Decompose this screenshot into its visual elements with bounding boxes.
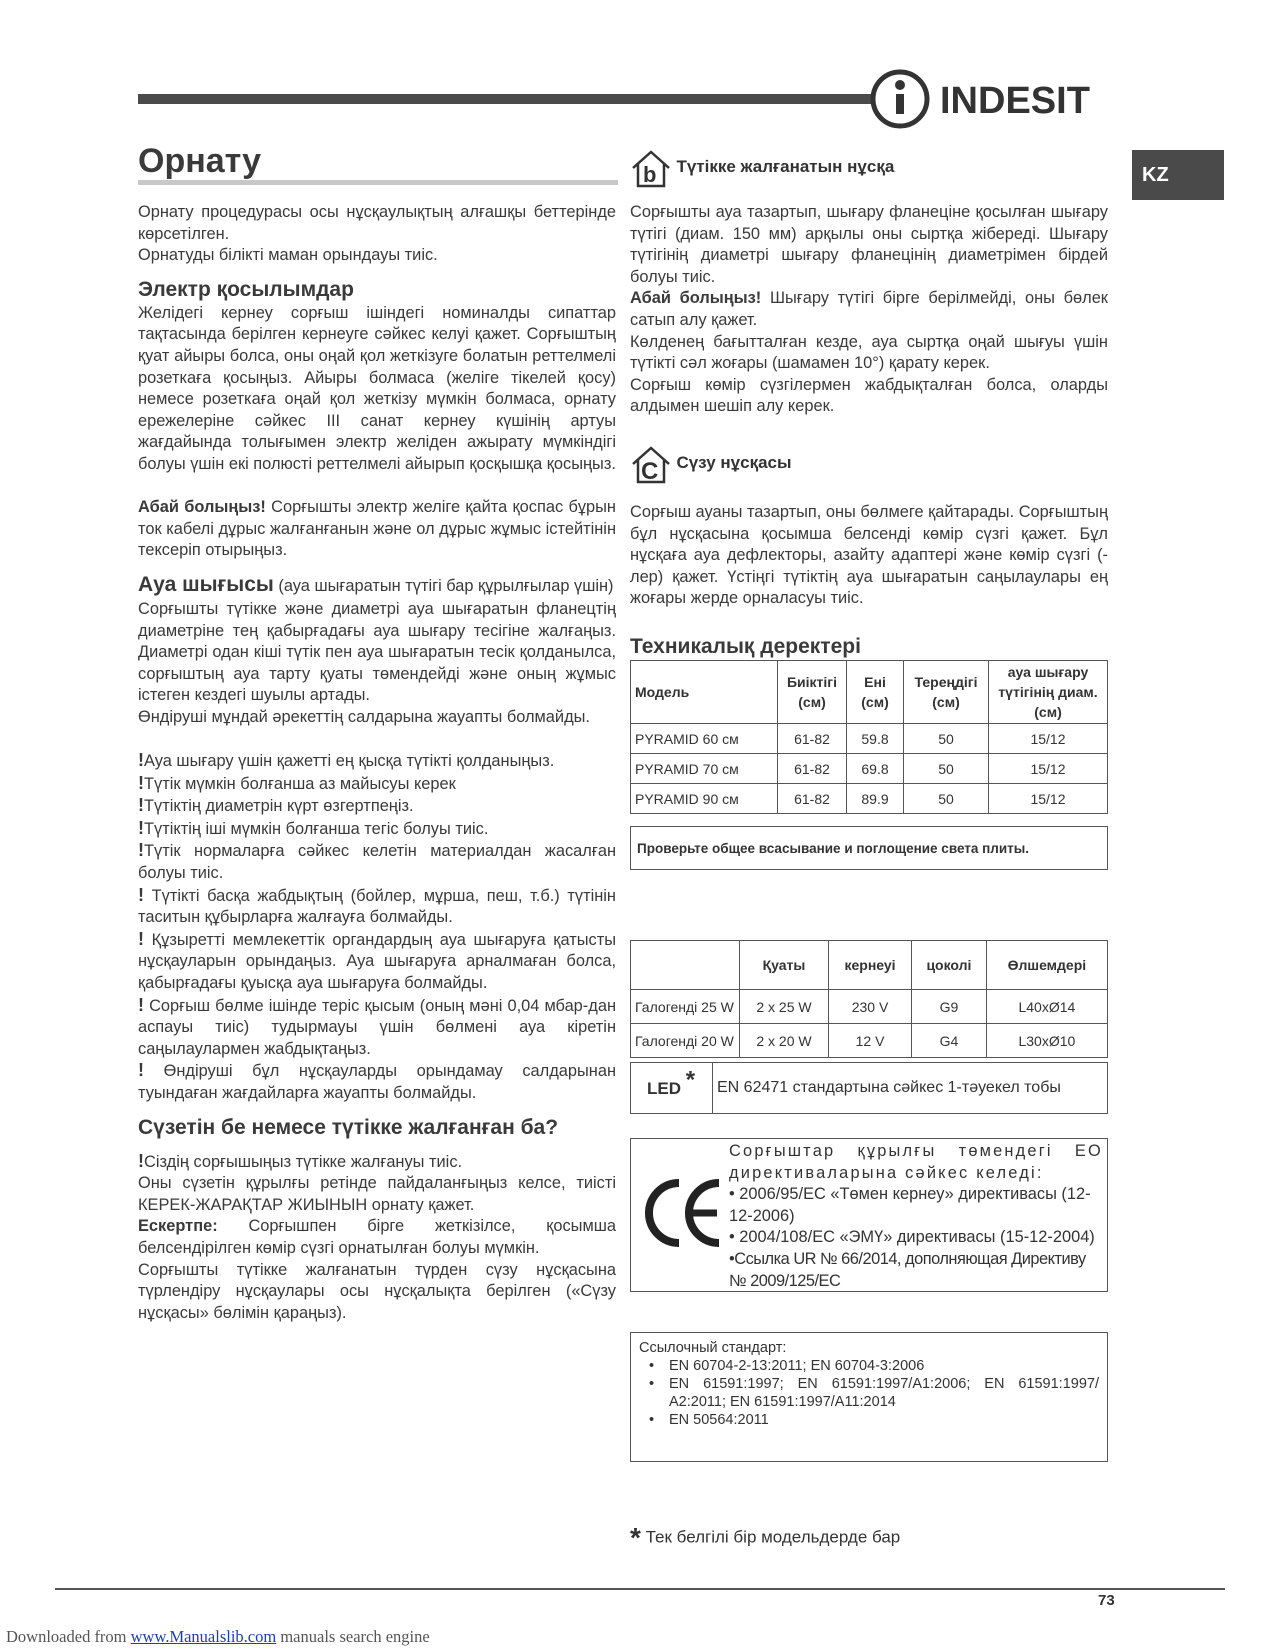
note-text: Түтіктің іші мүмкін болғанша тегіс болуы тиіс. — [144, 819, 489, 838]
exhaust-subtitle: (ауа шығаратын түтігі бар құрылғылар үшін) — [273, 576, 614, 595]
duct-body: Сорғышты ауа тазартып, шығару фланеціне қосылған шығару түтігі (диам. 150 мм) арқылы оны сыртқа жібереді. Шығару түтігінің диаметрі шығару фланецінің диаметрімен бірдей болуы тиіс. — [630, 203, 1108, 286]
table-cell: 59.8 — [847, 724, 904, 754]
table-cell: Галогенді 25 W — [631, 990, 740, 1024]
exhaust-body: Сорғышты түтікке және диаметрі ауа шығаратын фланецтің диаметріне тең қабырғадағы ауа шығару тесігіне жалғаңыз. Диаметрі одан кіші түтік пен ауа шығаратын тесік қолданылса, сорғыштың ауа тарту қуаты төмендейді және оның жұмыс істеген кездегі шуылы артады. — [138, 599, 616, 705]
warning-label: Абай болыңыз! — [630, 289, 762, 308]
filter-question-heading: Сүзетін бе немесе түтікке жалғанған ба? — [138, 1115, 559, 1139]
asterisk: * — [685, 1066, 696, 1094]
download-footer — [6, 1627, 430, 1647]
note-text: Өндіруші бұл нұсқауларды орындамау салдарынан туындаған жағдайларға жауапты болмайды. — [138, 1062, 616, 1102]
table-cell: PYRAMID 90 см — [631, 784, 778, 814]
list-item: • EN 61591:1997; EN 61591:1997/A1:2006; EN 61591:1997/ A2:2011; EN 61591:1997/A11:2014 — [639, 1375, 1099, 1411]
note-item — [138, 818, 616, 841]
list-item: • EN 60704-2-13:2011; EN 60704-3:2006 — [639, 1357, 1099, 1375]
language-tab: KZ — [1132, 150, 1224, 200]
note-text: Түтікті басқа жабдықтың (бойлер, мұрша, пеш, т.б.) түтінін таситын құбырларға жалғауға болмайды. — [138, 886, 616, 927]
col-header: Модель — [631, 661, 778, 724]
ce-box — [630, 1138, 1108, 1292]
note-label: Ескертпе: — [138, 1217, 218, 1236]
filter-version-icon — [630, 444, 672, 484]
title-rule — [138, 180, 618, 185]
table-cell: 89.9 — [847, 784, 904, 814]
col-header — [631, 941, 740, 990]
filter-heading — [630, 444, 1110, 484]
table-cell: 12 V — [828, 1024, 911, 1058]
table-row — [631, 1024, 1108, 1058]
standards-title: Ссылочный стандарт: — [639, 1340, 787, 1356]
svg-text:b: b — [643, 162, 657, 187]
table-cell: 2 x 20 W — [740, 1024, 829, 1058]
table-cell: 61-82 — [778, 754, 847, 784]
page-number: 73 — [1098, 1592, 1115, 1609]
duct-section — [630, 202, 1108, 418]
duct-warning — [630, 288, 1108, 331]
ducted-version-icon — [630, 148, 672, 188]
left-column — [138, 202, 616, 1324]
table-cell: 61-82 — [778, 724, 847, 754]
table-row — [631, 724, 1108, 754]
exclamation-icon: ! — [138, 1060, 144, 1081]
tech-table — [630, 660, 1108, 814]
note-item — [138, 773, 616, 796]
table-cell: PYRAMID 60 см — [631, 724, 778, 754]
exclamation-icon: ! — [138, 1150, 144, 1171]
ce-text — [729, 1141, 1103, 1292]
col-header: Қуаты — [740, 941, 829, 990]
exclamation-icon: ! — [138, 772, 144, 793]
table-cell: L30xØ10 — [986, 1024, 1107, 1058]
intro-line-2: Орнатуды білікті маман орындауы тиіс. — [138, 246, 438, 265]
lamp-table — [630, 940, 1108, 1058]
table-cell: 15/12 — [989, 724, 1108, 754]
standards-list — [639, 1357, 1099, 1429]
electric-heading: Электр қосылымдар — [138, 277, 354, 301]
note-text: Құзыретті мемлекеттік органдардың ауа шығаруға қатысты нұсқауларын орындаңыз. Ауа шығаруға арналмаған болса, қабырғадағы қуысқа ауа шығаруға болмайды. — [138, 930, 616, 992]
led-label: LED — [647, 1079, 681, 1098]
note-text: Түтік нормаларға сәйкес келетін материалдан жасалған болуы тиіс. — [138, 842, 616, 883]
warning-text: Сорғышты электр желіге қайта қоспас бұрын ток кабелі дұрыс жалғанғанын және ол дұрыс жұмыс істейтінін тексеріп отырыңыз. — [138, 498, 616, 560]
duct-title: Түтікке жалғанатын нұсқа — [676, 157, 895, 177]
exhaust-disclaimer: Өндіруші мұндай әрекеттің салдарына жауапты болмайды. — [138, 707, 590, 726]
note-item — [138, 750, 616, 773]
table-cell: 15/12 — [989, 754, 1108, 784]
standards-box — [630, 1332, 1108, 1462]
filter-q-line-3: Сорғышты түтікке жалғанатын түрден сүзу нұсқасына түрлендіру нұсқаулары осы нұсқалықта берілген («Сүзу нұсқасы» бөлімін қараңыз). — [138, 1260, 616, 1322]
table-row — [631, 990, 1108, 1024]
col-header: Ені (см) — [847, 661, 904, 724]
filter-section — [630, 502, 1108, 610]
ce-mark-icon — [645, 1177, 725, 1249]
duct-body-3: Сорғыш көмір сүзгілермен жабдықталған болса, оларды алдымен шешіп алу керек. — [630, 375, 1108, 416]
note-item — [138, 995, 616, 1061]
svg-text:INDESIT: INDESIT — [940, 80, 1090, 122]
table-header-row — [631, 941, 1108, 990]
duct-body-2: Көлденең бағытталған кезде, ауа сыртқа оңай шығуы үшін түтікті сәл жоғары (шамамен 10°) қарату керек. — [630, 332, 1108, 373]
footnote-text: Тек белгілі бір модельдерде бар — [640, 1527, 901, 1547]
footer-rule — [55, 1588, 1225, 1590]
svg-text:C: C — [641, 458, 659, 484]
col-header: кернеуі — [828, 941, 911, 990]
note-text: Ауа шығару үшін қажетті ең қысқа түтікті қолданыңыз. — [144, 752, 555, 771]
note-text: Сорғыш бөлме ішінде теріс қысым (оның мәні 0,04 мбар-дан аспауы тиіс) тудырмауы үшін бөлмені ауа кіретін саңылаулармен жабдықтаңыз. — [138, 996, 616, 1058]
exclamation-icon: ! — [138, 928, 144, 949]
exclamation-icon: ! — [138, 817, 144, 838]
footer-tail: manuals search engine — [276, 1627, 430, 1646]
footnote — [630, 1522, 900, 1554]
note-text: Түтік мүмкін болғанша аз майысуы керек — [144, 774, 456, 793]
exhaust-title: Ауа шығысы — [138, 572, 274, 596]
filter-q-text: Сіздің сорғышыңыз түтікке жалғануы тиіс. — [144, 1152, 463, 1171]
note-item — [138, 840, 616, 884]
col-header: Тереңдігі (см) — [904, 661, 989, 724]
exclamation-icon: ! — [138, 750, 144, 771]
col-header: цоколі — [912, 941, 987, 990]
header-rule — [138, 94, 908, 104]
note-item — [138, 795, 616, 818]
filter-q-line-2: Оны сүзетін құрылғы ретінде пайдаланғыңыз келсе, тиісті КЕРЕК-ЖАРАҚТАР ЖИЫНЫН орнату қажет. — [138, 1174, 616, 1214]
table-cell: 50 — [904, 784, 989, 814]
indesit-logo — [870, 66, 1110, 132]
ce-line: • 2004/108/EC «ЭМҮ» директивасы (15-12-2004) — [729, 1228, 1095, 1247]
electric-warning — [138, 497, 616, 562]
table-cell: Галогенді 20 W — [631, 1024, 740, 1058]
ce-line: Сорғыштар құрылғы төмендегі ЕО директиваларына сәйкес келеді: — [729, 1142, 1103, 1182]
table-cell: 69.8 — [847, 754, 904, 784]
electric-body: Желідегі кернеу сорғыш ішіндегі номиналды сипаттар тақтасында берілген кернеуге сәйкес келуі қажет. Сорғыштың қуат айыры болса, оны оңай қол жеткізуге болатын реттелмелі розеткаға қосыңыз. Айыры болмаса (желіге тікелей қосу) немесе розеткаға оңай қол жеткізу мүмкін болмаса, орнату ережелеріне сәйкес III санат кернеу күшінің артуы жағдайында толығымен электр желіден ажырату мүмкіндігі болуы үшін екі полюсті реттелмелі айырып қосқышқа қосыңыз. — [138, 303, 616, 473]
check-note: Проверьте общее всасывание и поглощение света плиты. — [630, 826, 1108, 870]
table-cell: G9 — [912, 990, 987, 1024]
table-cell: L40xØ14 — [986, 990, 1107, 1024]
table-cell: 230 V — [828, 990, 911, 1024]
led-label-cell — [631, 1063, 713, 1113]
col-header: Өлшемдері — [986, 941, 1107, 990]
table-row — [631, 784, 1108, 814]
note-item — [138, 885, 616, 929]
note-text: Түтіктің диаметрін күрт өзгертпеңіз. — [144, 797, 414, 816]
exhaust-heading — [138, 572, 616, 599]
filter-q-note — [138, 1216, 616, 1259]
ce-line: • 2006/95/EC «Төмен кернеу» директивасы (12-12-2006) — [729, 1185, 1091, 1225]
exclamation-icon: ! — [138, 994, 144, 1015]
table-cell: G4 — [912, 1024, 987, 1058]
filter-title: Сүзу нұсқасы — [676, 453, 792, 473]
filter-q-line-1 — [138, 1151, 616, 1174]
note-item — [138, 1060, 616, 1104]
exclamation-icon: ! — [138, 884, 144, 905]
footer-text: Downloaded from — [6, 1627, 131, 1646]
exclamation-icon: ! — [138, 795, 144, 816]
table-cell: PYRAMID 70 см — [631, 754, 778, 784]
intro-line-1: Орнату процедурасы осы нұсқаулықтың алғашқы беттерінде көрсетілген. — [138, 203, 616, 243]
warning-text: Шығару түтігі бірге берілмейді, оны бөлек сатып алу қажет. — [630, 289, 1108, 329]
duct-heading — [630, 148, 1110, 188]
table-cell: 50 — [904, 724, 989, 754]
tech-heading: Техникалық деректері — [630, 635, 861, 658]
table-cell: 50 — [904, 754, 989, 784]
page-title: Орнату — [138, 142, 262, 180]
col-header: ауа шығару түтігінің диам. (см) — [989, 661, 1108, 724]
note-text: Сорғышпен бірге жеткізілсе, қосымша белсендірілген көмір сүзгі орнатылған болуы мүмкін. — [138, 1217, 616, 1257]
table-row — [631, 754, 1108, 784]
table-header-row — [631, 661, 1108, 724]
list-item: • EN 50564:2011 — [639, 1411, 1099, 1429]
ce-line: •Ссылка UR № 66/2014, дополняющая Директиву № 2009/125/EC — [729, 1249, 1086, 1290]
note-item — [138, 929, 616, 995]
col-header: Биіктігі (см) — [778, 661, 847, 724]
table-cell: 15/12 — [989, 784, 1108, 814]
manualslib-link[interactable]: www.Manualslib.com — [130, 1627, 277, 1646]
filter-body: Сорғыш ауаны тазартып, оны бөлмеге қайтарады. Сорғыштың бұл нұсқасына қосымша белсенді көмір сүзгі қажет. Бұл нұсқаға ауа дефлекторы, азайту адаптері және көмір сүзгі (-лер) қажет. Үстіңгі түтіктің ауа шығаратын саңылаулары ең жоғары жерде орналасуы тиіс. — [630, 503, 1109, 608]
exclamation-icon: ! — [138, 840, 144, 861]
table-cell: 2 x 25 W — [740, 990, 829, 1024]
asterisk: * — [630, 1522, 641, 1553]
led-box — [630, 1062, 1108, 1114]
table-cell: 61-82 — [778, 784, 847, 814]
led-text: EN 62471 стандартына сәйкес 1-тәуекел тобы — [717, 1079, 1061, 1096]
warning-label: Абай болыңыз! — [138, 498, 266, 517]
